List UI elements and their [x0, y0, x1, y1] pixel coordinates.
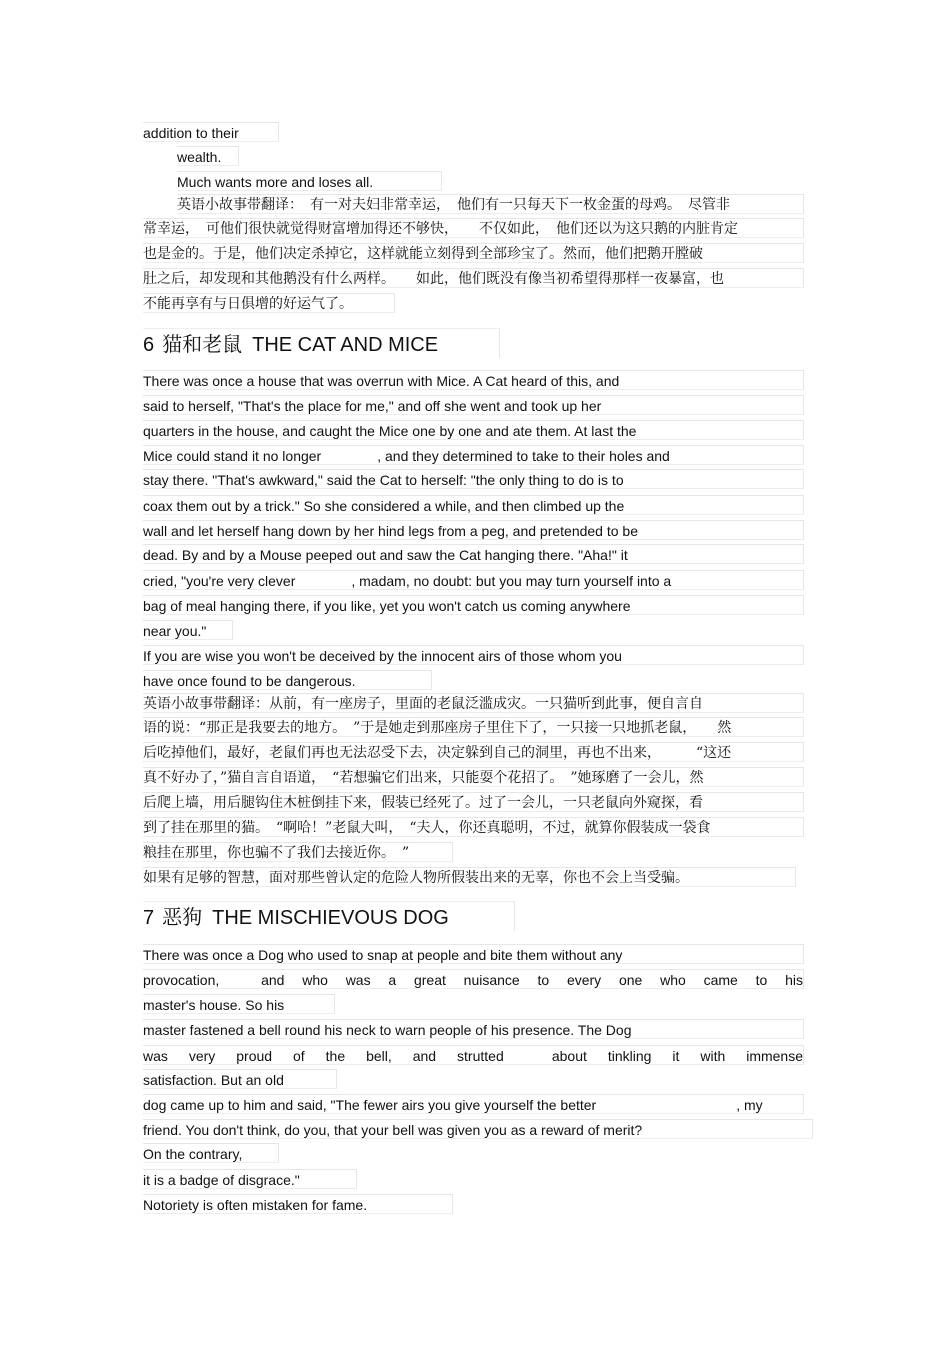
story-heading [143, 901, 515, 931]
story-line: friend. You don't think, do you, that your bell was given you as a reward of merit? [143, 1119, 813, 1139]
story-line: master fastened a bell round his neck to warn people of his presence. The Dog [143, 1019, 804, 1039]
text-line: wealth. [177, 146, 239, 166]
translation-line: 到了挂在那里的猫。 “啊哈！”老鼠大叫， “夫人，你还真聪明，不过，就算你假装成一袋食 [143, 817, 804, 837]
story-line: satisfaction. But an old [143, 1069, 337, 1089]
story-line: stay there. "That's awkward," said the Cat to herself: "the only thing to do is to [143, 469, 804, 489]
story-line: provocation, and who was a great nuisance to every one who came to his [143, 969, 804, 989]
moral-line: If you are wise you won't be deceived by the innocent airs of those whom you [143, 645, 804, 665]
story-title-en: THE MISCHIEVOUS DOG [212, 907, 449, 929]
story-line: There was once a Dog who used to snap at people and bite them without any [143, 944, 804, 964]
story-line: was very proud of the bell, and strutted about tinkling it with immense [143, 1045, 804, 1065]
story-line: said to herself, "That's the place for me," and off she went and took up her [143, 395, 804, 415]
story-line: dog came up to him and said, "The fewer airs you give yourself the better , my [143, 1094, 804, 1114]
story-line: quarters in the house, and caught the Mice one by one and ate them. At last the [143, 420, 804, 440]
story-title-zh: 猫和老鼠 [162, 332, 243, 356]
translation-line: 英语小故事带翻译： 有一对夫妇非常幸运， 他们有一只每天下一枚金蛋的母鸡。 尽管非 [177, 194, 804, 214]
translation-line: 常幸运， 可他们很快就觉得财富增加得还不够快， 不仅如此， 他们还以为这只鹅的内脏肯定 [143, 218, 804, 238]
moral-line: have once found to be dangerous. [143, 670, 432, 690]
story-number: 7 [143, 907, 155, 929]
story-line: cried, "you're very clever , madam, no doubt: but you may turn yourself into a [143, 570, 804, 590]
translation-line: 粮挂在那里，你也骗不了我们去接近你。 ” [143, 842, 453, 862]
translation-line: 不能再享有与日俱增的好运气了。 [143, 293, 395, 313]
story-line: master's house. So his [143, 994, 335, 1014]
story-line: it is a badge of disgrace." [143, 1169, 357, 1189]
story-line: bag of meal hanging there, if you like, yet you won't catch us coming anywhere [143, 595, 804, 615]
translation-line: 肚之后，却发现和其他鹅没有什么两样。 如此，他们既没有像当初希望得那样一夜暴富，也 [143, 268, 804, 288]
story-line: Mice could stand it no longer , and they determined to take to their holes and [143, 445, 804, 465]
translation-line: 语的说：“那正是我要去的地方。 ”于是她走到那座房子里住下了，一只接一只地抓老鼠， 然 [143, 717, 804, 737]
moral-line: Notoriety is often mistaken for fame. [143, 1194, 453, 1214]
story-title-en: THE CAT AND MICE [252, 334, 439, 356]
story-line: wall and let herself hang down by her hind legs from a peg, and pretended to be [143, 520, 804, 540]
translation-line: 后吃掉他们，最好，老鼠们再也无法忍受下去，决定躲到自己的洞里，再也不出来， “这还 [143, 742, 804, 762]
translation-line: 后爬上墙，用后腿钩住木桩倒挂下来，假装已经死了。过了一会儿，一只老鼠向外窥探，看 [143, 792, 804, 812]
story-line: On the contrary, [143, 1143, 279, 1163]
moral-line: Much wants more and loses all. [177, 171, 442, 191]
translation-line: 英语小故事带翻译：从前，有一座房子，里面的老鼠泛滥成灾。一只猫听到此事，便自言自 [143, 693, 804, 713]
story-line: There was once a house that was overrun with Mice. A Cat heard of this, and [143, 370, 804, 390]
translation-line: 也是金的。于是，他们决定杀掉它，这样就能立刻得到全部珍宝了。然而，他们把鹅开膛破 [143, 243, 804, 263]
translation-line: 如果有足够的智慧，面对那些曾认定的危险人物所假装出来的无辜，你也不会上当受骗。 [143, 867, 796, 887]
text-line: addition to their [143, 122, 279, 142]
story-heading [143, 328, 500, 358]
story-number: 6 [143, 334, 155, 356]
story-line: dead. By and by a Mouse peeped out and saw the Cat hanging there. "Aha!" it [143, 544, 804, 564]
story-title-zh: 恶狗 [162, 905, 203, 929]
story-line: near you." [143, 620, 233, 640]
story-line: coax them out by a trick." So she considered a while, and then climbed up the [143, 495, 804, 515]
translation-line: 真不好办了，”猫自言自语道， “若想骗它们出来，只能耍个花招了。 ”她琢磨了一会儿，然 [143, 767, 804, 787]
